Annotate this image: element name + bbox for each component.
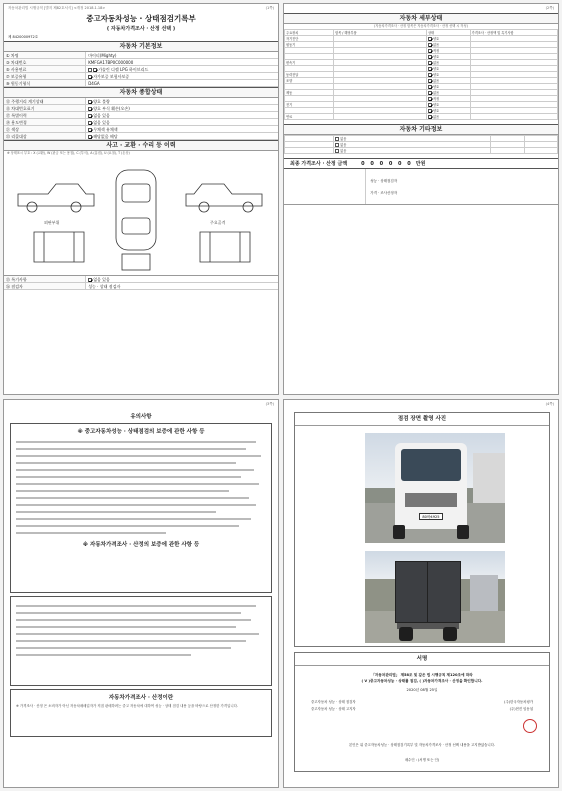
signature-box [284, 169, 558, 205]
checkbox-checked-icon [428, 97, 432, 101]
box-title: ※ 중고자동차성능 · 상태점검의 보증에 관한 사항 등 [77, 429, 205, 435]
table-row: 전기 양호 [285, 102, 558, 108]
checkbox-checked-icon [428, 103, 432, 107]
detail-note: (자동차가격조사 · 산정 항목은 자동차가격조사 · 산정 선택 시 작성) [374, 24, 468, 28]
checkbox-checked-icon [88, 100, 92, 104]
checkbox-icon [335, 143, 339, 147]
checkbox-icon [335, 149, 339, 153]
final-price-unit: 만원 [415, 161, 426, 167]
page-title: 중고자동차성능 · 상태점검기록부 [86, 14, 196, 23]
section-accident-history: 사고 · 교환 · 수리 등 이력 [4, 140, 278, 151]
license-plate: 80바4925 [419, 513, 443, 520]
page-3 [3, 399, 279, 788]
table-row: 변속기 없음 [285, 60, 558, 66]
document-number: 제 8420000972호 [8, 35, 39, 39]
final-price-row [284, 158, 558, 169]
section-overall-status: 자동차 종합상태 [4, 87, 278, 98]
sign-statement: 「자동차관리법」 제58조 및 같은 법 시행규칙 제120조에 따라 ( V )중고자동차성능 · 상태를 점검, ( )자동차가격조사 · 산정을 확인합니다. [361, 673, 483, 683]
car-damage-diagram [4, 156, 278, 276]
checkbox-checked-icon [428, 109, 432, 113]
sign-date: 2020년 08월 25일 [406, 688, 438, 692]
checkbox-checked-icon [428, 37, 432, 41]
table-row: 제동 없음 [285, 90, 558, 96]
photo-title: 점검 장면 촬영 사진 [295, 413, 549, 426]
table-row: 자기진단 양호 [285, 36, 558, 42]
sign-title: 서명 [295, 653, 549, 666]
table-row: ⑰ 특별이력 없음 있음 [4, 112, 278, 119]
truck-rear-photo [365, 551, 505, 643]
checkbox-checked-icon [428, 43, 432, 47]
acknowledgement-text: 본인은 위 중고자동차성능 · 상태점검기록부 및 자동차가격조사 · 산정 선택 내용을 고지받았습니다. [348, 743, 496, 747]
table-row: ⑨ 원동기형식 D4GA [4, 80, 278, 87]
checkbox-checked-icon [428, 85, 432, 89]
section-basic-info: 자동차 기본정보 [4, 41, 278, 52]
table-row: 원동기 없음 [285, 42, 558, 48]
table-row: ③ 차대번호 KMFGA17BP0C000000 [4, 59, 278, 66]
appraisal-definition-box [10, 689, 272, 737]
table-row: ⑲ 용도변경 없음 있음 [4, 119, 278, 126]
box-title: 자동차가격조사 · 산정이란 [108, 695, 174, 701]
page-number: (1쪽) [265, 6, 274, 10]
car-outline-icon [4, 156, 278, 276]
table-row: 연료 없음 [285, 114, 558, 120]
table-row: ⑮ 차대번호표기 양호 부식 훼손(오손) [4, 105, 278, 112]
checkbox-checked-icon [88, 75, 92, 79]
checkbox-checked-icon [428, 115, 432, 119]
final-price-label: 최종 가격조사 · 산정 금액 [290, 161, 348, 167]
table-row: ㉖ 점검자 성능 · 상태 점검자 [4, 283, 278, 290]
sign-parties: 중고자동차 성능 · 상태 점검자 중고자동차 성능 · 상태 고지자 (주)한국자동차평가 (주)현진 임동섭 [311, 700, 533, 711]
checkbox-icon [88, 68, 92, 72]
table-row: ⑤ 사용연료 가솔린 디젤 LPG 하이브리드 [4, 66, 278, 73]
table-row: ㉓ 리콜대상 해당없음 해당 [4, 133, 278, 140]
table-row: ⑦ 보증유형 자가보증 보험사보증 [4, 73, 278, 80]
checkbox-checked-icon [428, 61, 432, 65]
page-number: (4쪽) [545, 402, 554, 406]
table-row: 양호 [285, 108, 558, 114]
stamp-icon [523, 719, 537, 733]
appraisal-notes-box [10, 596, 272, 686]
overall-status-table [4, 98, 278, 140]
svg-text:외판부위: 외판부위 [44, 220, 60, 225]
checkbox-icon [335, 137, 339, 141]
table-row: 양호 [285, 66, 558, 72]
table-row: 동력전달 양호 [285, 72, 558, 78]
checkbox-checked-icon [88, 107, 92, 111]
accident-note: ※ 상태표시 부호 : X (교환), W (판금 또는 용접), C (부식), A (흠집), U (요철), T (손상) [7, 151, 130, 155]
basic-info-table [4, 52, 278, 87]
table-row: ⑬ 주행거리 계기상태 양호 불량 [4, 98, 278, 105]
definition-text: ※ 가격조사 · 산정 은 소비자가 아닌 자동차매매업자가 직접 판매하려는 중고 자동차에 대하여 성능 · 상태 점검 내용 등을 바탕으로 산정한 가격입니다. [16, 704, 238, 708]
table-row: 없음 [285, 142, 558, 148]
table-row: 적정 [285, 96, 558, 102]
table-row: 없음 [285, 148, 558, 154]
checkbox-checked-icon [428, 79, 432, 83]
checkbox-checked-icon [88, 135, 92, 139]
box-title: ※ 자동차가격조사 · 산정의 보증에 관한 사항 등 [82, 542, 200, 548]
table-row: 양호 [285, 84, 558, 90]
table-row: ① 차명 마이티(Mighty) [4, 52, 278, 59]
page-2 [283, 3, 559, 395]
checkbox-checked-icon [428, 91, 432, 95]
detail-status-table [284, 29, 558, 120]
truck-front-photo [365, 433, 505, 543]
final-price-value: 0 0 0 0 0 0 [361, 160, 413, 167]
page-4 [283, 399, 559, 788]
section-other-info: 자동차 기타정보 [284, 124, 558, 135]
page-1 [3, 3, 279, 395]
page-number: (3쪽) [265, 402, 274, 406]
guide-title: 유의사항 [130, 414, 152, 420]
checkbox-checked-icon [428, 73, 432, 77]
checkbox-checked-icon [428, 49, 432, 53]
checkbox-checked-icon [88, 128, 92, 132]
table-row: ㉕ 특기사항 없음 있음 [4, 276, 278, 283]
page-number: (2쪽) [545, 6, 554, 10]
table-header-row: 주요장치 항목 / 해당부품 상태 가격조사 · 산정액 및 특기사항 [285, 30, 558, 36]
checkbox-checked-icon [88, 121, 92, 125]
checkbox-checked-icon [93, 68, 97, 72]
checkbox-checked-icon [428, 55, 432, 59]
text-block [16, 441, 266, 534]
appraiser-label: 가격 · 조사산정자 [370, 191, 398, 195]
remarks-table [4, 276, 278, 290]
photo-section [294, 412, 550, 647]
checkbox-checked-icon [88, 114, 92, 118]
inspection-warranty-box [10, 423, 272, 593]
other-info-table [284, 135, 558, 154]
table-row: 양호 [285, 54, 558, 60]
checkbox-checked-icon [88, 278, 92, 282]
signature-section [294, 652, 550, 772]
table-row: ㉑ 색상 무채색 유채색 [4, 126, 278, 133]
receiver-line: 매수인 : (서명 또는 인) [404, 758, 440, 762]
svg-text:주요골격: 주요골격 [210, 220, 226, 225]
table-row: 조향 없음 [285, 78, 558, 84]
inspector-label: 성능 · 상태점검자 [370, 179, 398, 183]
section-detail-status: 자동차 세부상태 [284, 13, 558, 24]
table-row: 적정 [285, 48, 558, 54]
checkbox-checked-icon [428, 67, 432, 71]
page-subtitle: ( 자동차가격조사 · 산정 선택 ) [106, 26, 176, 32]
form-number: 자동차관리법 시행규칙 [별지 제82호서식] <개정 2018.1.18> [8, 6, 106, 10]
table-row: 없음 [285, 136, 558, 142]
